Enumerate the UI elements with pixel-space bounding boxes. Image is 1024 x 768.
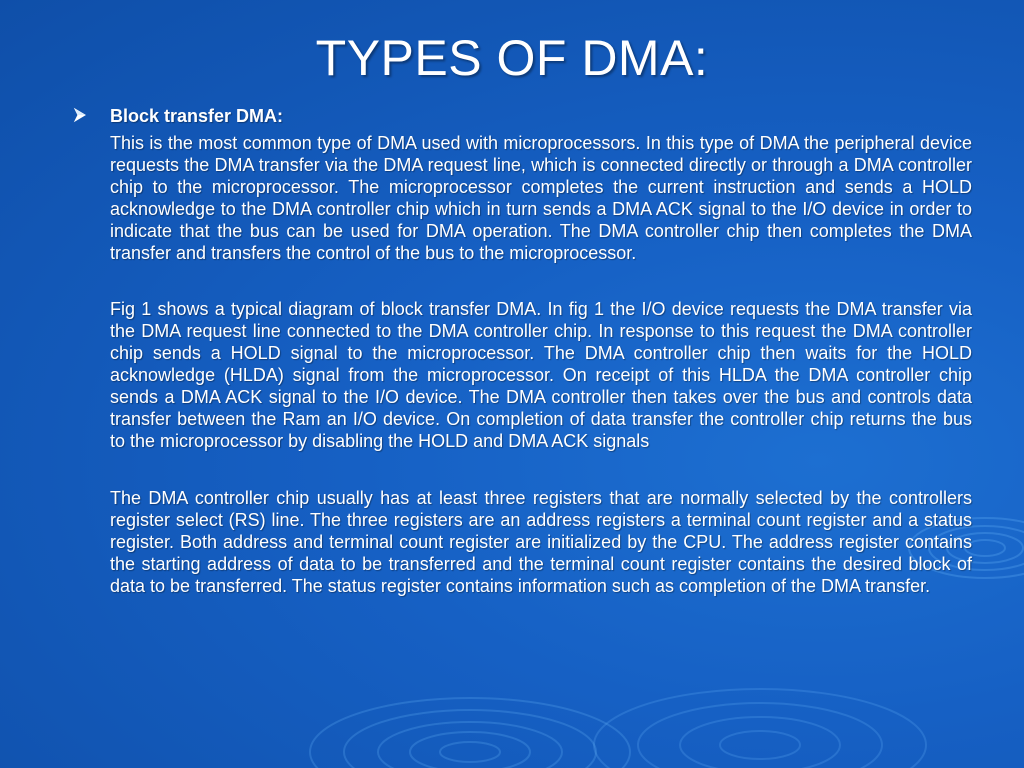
- paragraph: The DMA controller chip usually has at least three registers that are normally selected by the controllers register select (RS) line. The three registers are an address registers a terminal count register and a status register. Both address and terminal count register are initialized by the CPU. The address register contains the starting address of data to be transferred and the terminal count register contains the desired block of data to be transferred. The status register contains information such as completion of the DMA transfer.: [110, 488, 972, 596]
- arrow-bullet-icon: [72, 107, 88, 123]
- paragraph: Fig 1 shows a typical diagram of block transfer DMA. In fig 1 the I/O device requests the DMA transfer via the DMA request line connected to the DMA controller chip. In response to this request the DMA controller chip sends a HOLD signal to the microprocessor. The DMA controller chip then waits for the HOLD acknowledge (HLDA) signal from the microprocessor. On receipt of this HLDA the DMA controller chip sends a DMA ACK signal to the I/O device. The DMA controller then takes over the bus and controls data transfer between the Ram an I/O device. On completion of data transfer the controller chip returns the bus to the microprocessor by disabling the HOLD and DMA ACK signals: [110, 299, 972, 451]
- bullet-item: [72, 104, 972, 132]
- slide-title: TYPES OF DMA:: [315, 30, 709, 86]
- bullet-heading: Block transfer DMA:: [110, 106, 284, 126]
- slide-content: [72, 104, 972, 597]
- paragraph: This is the most common type of DMA used with microprocessors. In this type of DMA the peripheral device requests the DMA transfer via the DMA request line, which is connected directly or through a DMA controller chip to the microprocessor. The microprocessor completes the current instruction and sends a HOLD acknowledge to the DMA controller chip which in turn sends a DMA ACK signal to the I/O device in order to indicate that the bus can be used for DMA operation. The DMA controller chip then completes the DMA transfer and transfers the control of the bus to the microprocessor.: [110, 133, 972, 263]
